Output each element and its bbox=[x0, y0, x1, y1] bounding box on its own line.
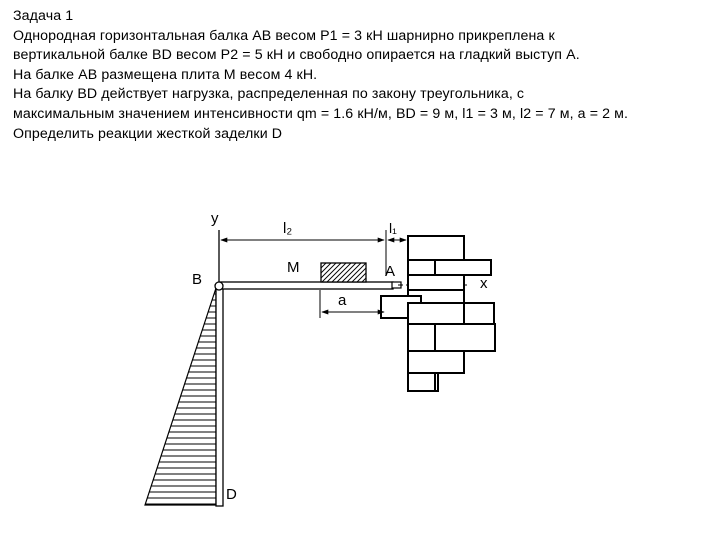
label-x: x bbox=[480, 275, 488, 292]
triangular-load bbox=[145, 288, 216, 505]
problem-line-2: вертикальной балке BD весом Р2 = 5 кН и свободно опирается на гладкий выступ А. bbox=[13, 47, 580, 64]
problem-line-1: Однородная горизонтальная балка АВ весом Р1 = 3 кН шарнирно прикреплена к bbox=[13, 27, 555, 44]
dimension-a bbox=[320, 290, 384, 318]
label-m: M bbox=[287, 259, 300, 276]
label-d: D bbox=[226, 486, 237, 503]
beam-bd bbox=[216, 286, 223, 506]
problem-line-4: На балку BD действует нагрузка, распределенная по закону треугольника, с bbox=[13, 86, 525, 103]
label-l1: l₁ bbox=[389, 220, 397, 236]
label-a-dim: a bbox=[338, 292, 347, 309]
beam-ab bbox=[219, 282, 393, 289]
problem-line-5: максимальным значением интенсивности qm = 1.6 кН/м, BD = 9 м, l1 = 3 м, l2 = 7 м, а = 2 м. bbox=[13, 105, 629, 122]
label-a-point: A bbox=[385, 263, 396, 280]
label-y: y bbox=[211, 210, 219, 227]
problem-title: Задача 1 bbox=[13, 8, 74, 24]
label-b: B bbox=[192, 271, 203, 288]
problem-line-3: На балке АВ размещена плита М весом 4 кН. bbox=[13, 66, 318, 83]
hinge-b bbox=[215, 282, 223, 290]
label-l2: l₂ bbox=[283, 220, 293, 237]
problem-line-6: Определить реакции жесткой заделки D bbox=[13, 125, 283, 142]
plate-m bbox=[321, 263, 366, 282]
brick-wall bbox=[381, 236, 495, 391]
